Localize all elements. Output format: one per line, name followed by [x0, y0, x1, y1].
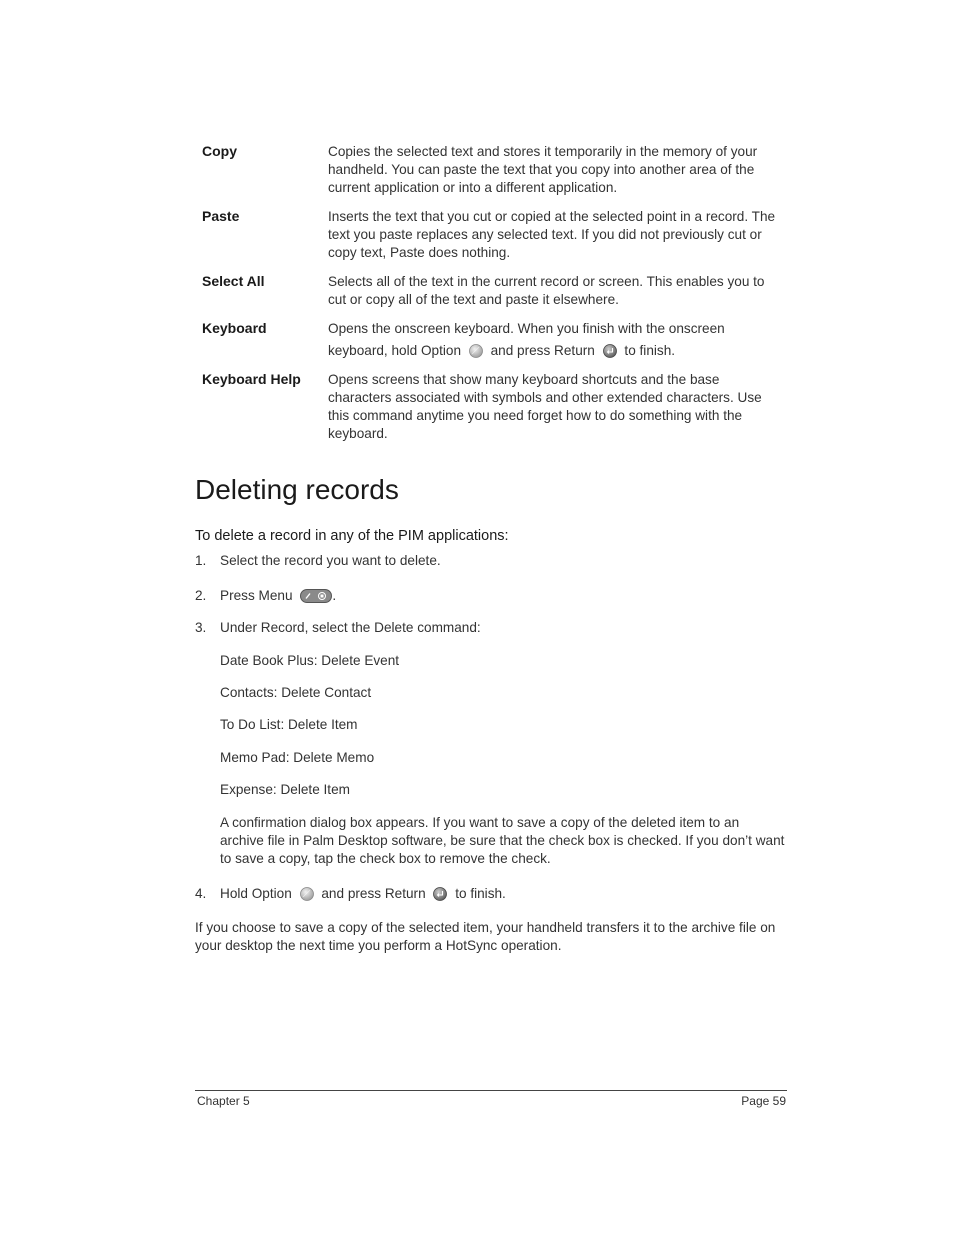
option-key-icon [299, 886, 315, 902]
command-memo-pad: Memo Pad: Delete Memo [220, 750, 375, 765]
definition-copy [202, 143, 782, 197]
step-text-a: Hold Option [220, 886, 292, 901]
step-text-c: to finish. [455, 886, 506, 901]
step-text-b: and press Return [321, 886, 426, 901]
definition-list [202, 143, 782, 443]
command-to-do: To Do List: Delete Item [220, 717, 358, 732]
desc-select-all: Selects all of the text in the current record or screen. This enables you to cut or copy all of the text and paste it elsewhere. [328, 274, 765, 307]
confirmation-note: A confirmation dialog box appears. If you want to save a copy of the deleted item to an archive file in Palm Desktop software, be sure that the check box is checked. If you don’t want to save a copy, tap the check box to remove the check. [220, 815, 785, 866]
step-number: 4. [195, 886, 207, 901]
step-number: 2. [195, 588, 207, 603]
step-number: 1. [195, 553, 207, 568]
step-punctuation: . [332, 588, 337, 603]
section-heading: Deleting records [195, 474, 399, 505]
desc-paste: Inserts the text that you cut or copied at the selected point in a record. The text you paste replaces any selected text. If you did not previously cut or copy text, Paste does nothing. [328, 209, 776, 260]
desc-copy: Copies the selected text and stores it temporarily in the memory of your handheld. You can paste the text that you copy into another area of the current application or into a different application. [328, 144, 758, 195]
desc-keyboard-line2 [328, 342, 782, 360]
footer-divider [195, 1090, 787, 1091]
definition-keyboard [202, 320, 782, 360]
desc-keyboard-help: Opens screens that show many keyboard shortcuts and the base characters associated with symbols and other extended characters. Use this command anytime you need forget how to do something with the keyboard. [328, 372, 762, 441]
desc-keyboard [328, 320, 782, 360]
term-copy: Copy [202, 143, 237, 159]
footer-page-number: Page 59 [741, 1094, 786, 1108]
step-3 [195, 620, 481, 635]
procedure-intro: To delete a record in any of the PIM applications: [195, 528, 509, 544]
step-1 [195, 553, 441, 568]
menu-key-icon [300, 589, 332, 603]
return-key-icon [602, 343, 618, 359]
definition-paste [202, 208, 782, 262]
term-select-all: Select All [202, 273, 265, 289]
return-key-icon [432, 886, 448, 902]
desc-keyboard-line1: Opens the onscreen keyboard. When you finish with the onscreen [328, 321, 725, 336]
closing-paragraph: If you choose to save a copy of the selected item, your handheld transfers it to the archive file on your desktop the next time you perform a HotSync operation. [195, 920, 776, 953]
step-text: Press Menu [220, 588, 293, 603]
definition-keyboard-help [202, 371, 782, 443]
definition-select-all [202, 273, 782, 309]
footer-chapter: Chapter 5 [197, 1094, 250, 1108]
step-4 [195, 886, 506, 902]
term-keyboard: Keyboard [202, 320, 267, 336]
command-contacts: Contacts: Delete Contact [220, 685, 372, 700]
step-number: 3. [195, 620, 207, 635]
desc-keyboard-part-c: to finish. [624, 343, 676, 358]
step-2 [195, 588, 336, 603]
step-text: Select the record you want to delete. [220, 553, 441, 568]
term-paste: Paste [202, 208, 240, 224]
step-text: Under Record, select the Delete command: [220, 620, 481, 635]
command-date-book: Date Book Plus: Delete Event [220, 653, 400, 668]
term-keyboard-help: Keyboard Help [202, 371, 301, 387]
desc-keyboard-part-a: keyboard, hold Option [328, 343, 462, 358]
option-key-icon [468, 343, 484, 359]
command-expense: Expense: Delete Item [220, 782, 350, 797]
desc-keyboard-part-b: and press Return [490, 343, 595, 358]
